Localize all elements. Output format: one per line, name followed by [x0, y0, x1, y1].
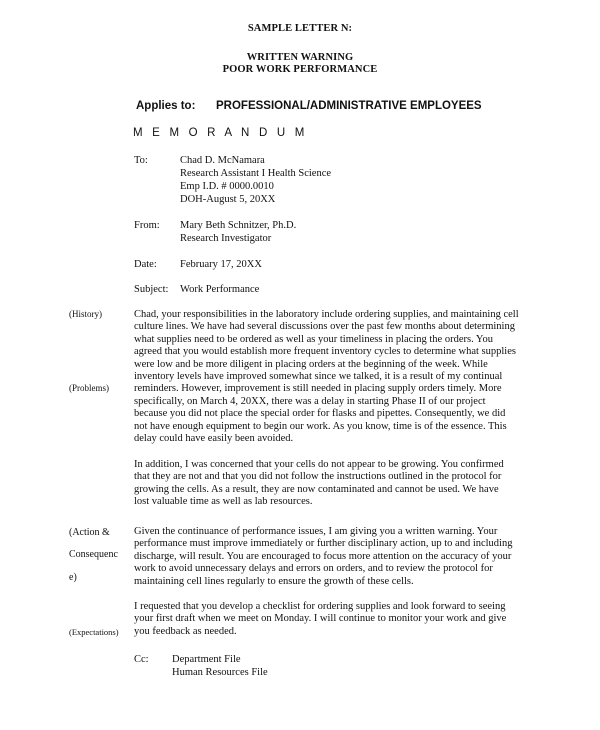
applies-to-value: PROFESSIONAL/ADMINISTRATIVE EMPLOYEES [216, 100, 482, 112]
cc-hr-file: Human Resources File [172, 667, 268, 678]
cc-block [172, 653, 268, 679]
paragraph-line: discharge, will result. You are encouraged to focus more attention on the accuracy of your [134, 550, 512, 562]
paragraph-line: specifically, on March 4, 20XX, there was a delay in starting Phase II of our project [134, 395, 486, 407]
margin-note-expectations: (Expectations) [69, 627, 119, 637]
paragraph-line: work to avoid unnecessary delays and errors on orders, and to review the protocol for [134, 563, 493, 575]
to-block [180, 154, 331, 206]
paragraph-line: delay could have easily been avoided. [134, 433, 294, 445]
paragraph-line: lost valuable time as well as lab resources. [134, 496, 313, 508]
from-label: From: [134, 220, 160, 231]
paragraph-line: performance must improve immediately or further disciplinary action, up to and including [134, 538, 513, 550]
margin-note-action-1: (Action & [69, 527, 110, 538]
paragraph-expectations [134, 601, 554, 638]
paragraph-line: that they are not and that you did not follow the instructions outlined in the protocol for [134, 471, 502, 483]
paragraph-line: agreed that you would establish more frequent inventory cycles to determine what supplies [134, 346, 516, 358]
to-label: To: [134, 155, 148, 166]
paragraph-line: not have enough equipment to begin our work. As you know, time is of the essence. This [134, 420, 507, 432]
date-value: February 17, 20XX [180, 259, 262, 270]
written-warning-heading: WRITTEN WARNING [246, 52, 354, 63]
paragraph-line: Given the continuance of performance issues, I am giving you a written warning. Your [134, 526, 498, 537]
paragraph-line: I requested that you develop a checklist for ordering supplies and look forward to seeing [134, 601, 506, 612]
to-employee-id: Emp I.D. # 0000.0010 [180, 181, 274, 192]
paragraph-line: reminders. However, improvement is still needed in placing supply orders timely. More [134, 383, 502, 395]
margin-note-action-3: e) [69, 572, 77, 583]
paragraph-line: maintaining cell lines regularly to ensure the growth of these cells. [134, 575, 414, 587]
paragraph-action [134, 526, 554, 588]
paragraph-line: what supplies need to be ordered as well as your timeliness in placing the orders. You [134, 333, 493, 345]
paragraph-line: In addition, I was concerned that your cells do not appear to be growing. You confirmed [134, 459, 504, 470]
paragraph-line: culture lines. We have had several discussions over the past few months about determining [134, 321, 515, 333]
from-name: Mary Beth Schnitzer, Ph.D. [180, 220, 297, 231]
paragraph-line: Chad, your responsibilities in the laboratory include ordering supplies, and maintaining cell [134, 309, 519, 320]
from-position: Research Investigator [180, 233, 272, 244]
margin-note-problems: (Problems) [69, 383, 109, 393]
cc-department-file: Department File [172, 654, 241, 665]
cc-label: Cc: [134, 654, 149, 665]
paragraph-history [134, 309, 554, 445]
from-block [180, 219, 296, 245]
paragraph-line: you feedback as needed. [134, 625, 237, 637]
to-doh: DOH-August 5, 20XX [180, 194, 276, 205]
paragraph-line: because you did not place the special order for flasks and pipettes. Consequently, we did [134, 408, 506, 420]
paragraph-line: your first draft when we meet on Monday. I will continue to monitor your work and give [134, 613, 507, 625]
paragraph-line: growing the cells. As a result, they are now contaminated and cannot be used. We have [134, 483, 499, 495]
date-label: Date: [134, 259, 157, 270]
sample-letter-heading: SAMPLE LETTER N: [247, 23, 353, 34]
applies-to-label: Applies to: [136, 100, 196, 112]
memorandum-title: M E M O R A N D U M [133, 127, 308, 139]
subject-value: Work Performance [180, 284, 260, 295]
to-position: Research Assistant I Health Science [180, 168, 332, 179]
poor-performance-heading: POOR WORK PERFORMANCE [222, 64, 378, 75]
subject-label: Subject: [134, 284, 169, 295]
paragraph-line: were low and be more diligent in placing orders at the beginning of the week. While [134, 358, 488, 370]
paragraph-concern [134, 459, 554, 509]
margin-note-action-2: Consequenc [69, 549, 118, 560]
to-name: Chad D. McNamara [180, 155, 265, 166]
paragraph-line: inventory levels have improved somewhat since we talked, it is a result of my continual [134, 371, 503, 383]
margin-note-history: (History) [69, 309, 102, 319]
